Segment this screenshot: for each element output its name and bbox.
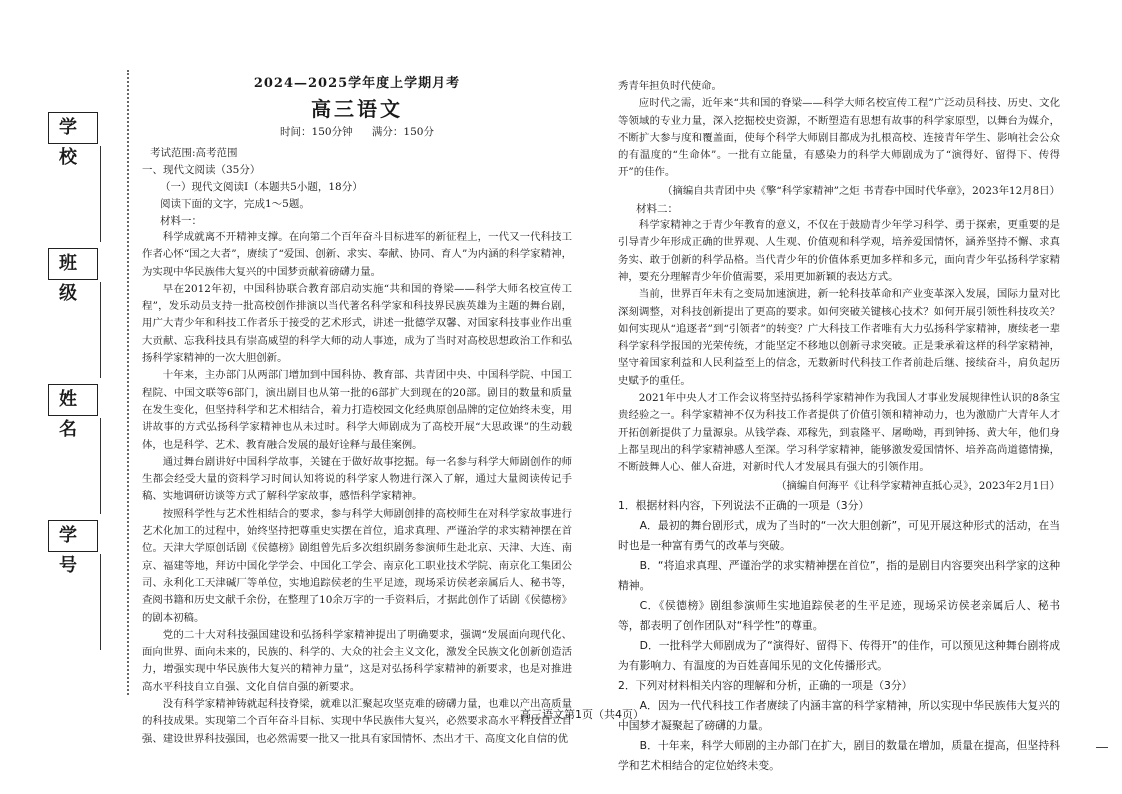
subject-title: 高三语文 <box>311 97 403 121</box>
question-1-option-d: D．一批科学大师剧成为了“演得好、留得下、传得开”的佳作，可以预见这种舞台剧将成为有影响力、有温度的为百姓喜闻乐见的文化传播形式。 <box>618 638 1060 672</box>
name-field-label: 姓 名 <box>48 384 98 416</box>
passage-paragraph: 应时代之需，近年来“共和国的脊梁——科学大师名校宣传工程”广泛动员科技、历史、文化等领域的专业力量，深入挖掘校史资源，不断塑造有思想有故事的科学家原型，以舞台为媒介，不断扩大参与度和覆盖面，使每个科学大师剧目都成为扎根高校、连接青年学生、影响社会公众的有温度的“生命体”。一批有立能量，有感染力的科学大师剧成为了“演得好、留得下、传得开”的佳作。 <box>618 97 1060 179</box>
exam-range: 考试范围:高考范围 <box>150 147 238 159</box>
question-1-option-b: B．“将追求真理、严谨治学的求实精神摆在首位”，指的是剧目内容要突出科学家的这种精神。 <box>618 558 1060 592</box>
margin-dash <box>1096 747 1108 748</box>
class-field-label: 班 级 <box>48 248 98 280</box>
question-1-stem: 1．根据材料内容，下列说法不正确的一项是（3分） <box>618 498 870 512</box>
passage-paragraph: 通过舞台剧讲好中国科学故事，关键在于做好故事挖掘。每一名参与科学大师剧创作的师生都会经受大量的资料学习时间认知将说的科学家人物进行深入了解，通过大量阅读传记手稿、实地调研访谈等方式了解科学家故事，感悟科学家精神。 <box>142 455 572 503</box>
passage-paragraph: 没有科学家精神铸就起科技脊梁，就难以汇聚起攻坚克难的磅礴力量，也难以产出高质量的科技成果。实现第二个百年奋斗目标、实现中华民族伟大复兴，必然要求高水平科技自立自强、建设世界科技强国，也必然需要一批又一批具有家国情怀、杰出才干、高度文化自信的优 <box>142 698 572 745</box>
exam-time: 时间：150分钟 <box>280 126 353 138</box>
passage-paragraph: 当前，世界百年未有之变局加速演进，新一轮科技革命和产业变革深入发展，国际力量对比深刻调整，对科技创新提出了更高的要求。如何突破关键核心技术？如何开展引领性科技攻关？如何实现从“追逐者”到“引领者”的转变？广大科技工作者唯有大力弘扬科学家精神，赓续老一辈科学家科学报国的光荣传统，才能坚定不移地以创新寻求突破。正是秉承着这样的科学家精神，坚守着国家利益和人民利益至上的信念，无数新时代科技工作者前赴后继、接续奋斗，肩负起历史赋予的重任。 <box>618 288 1060 387</box>
passage-paragraph: 科学成就离不开精神支撑。在向第二个百年奋斗目标进军的新征程上，一代又一代科技工作者心怀“国之大者”，赓续了“爱国、创新、求实、奉献、协同、育人”为内涵的科学家精神，为实现中华民族伟大复兴的中国梦贡献着磅礴力量。 <box>142 231 572 278</box>
school-fill-line <box>100 146 113 242</box>
material-one-source: （摘编自共青团中央《擎“科学家精神”之炬 书青春中国时代华章》，2023年12月8日） <box>662 184 1060 197</box>
passage-paragraph: 按照科学性与艺术性相结合的要求，参与科学大师剧创排的高校师生在对科学家故事进行艺术化加工的过程中，始终坚持把尊重史实摆在首位，追求真理、严谨治学的求实精神摆在首位。天津大学原创话剧《侯德榜》剧组曾先后多次组织剧务参演师生赴北京、天津、大连、南京、福建等地，拜访中国化学学会、中国化工学会、南京化工职业技术学院、南京化工集团公司、永利化工天津碱厂等单位，实地追踪侯老的生平足迹，现场采访侯老亲属后人、秘书等，查阅书籍和历史文献千余份，在整理了10余万字的一手资料后，才据此创作了话剧《侯德榜》的剧本初稿。 <box>142 507 572 624</box>
material-one-label: 材料一： <box>160 215 202 227</box>
question-2-option-b: B．十年来，科学大师剧的主办部门在扩大，剧目的数量在增加，质量在提高，但坚持科学和艺术相结合的定位始终未变。 <box>618 738 1060 772</box>
subsection-heading: （一）现代文阅读Ⅰ（本题共5小题，18分） <box>160 181 363 193</box>
left-column <box>142 72 572 748</box>
passage-paragraph: 十年来，主办部门从两部门增加到中国科协、教育部、共青团中央、中国科学院、中国工程院、中国文联等6部门，演出剧目也从第一批的6部扩大到现在的20部。剧目的数量和质量在发生变化，但坚持科学和艺术相结合，着力打造校园文化经典原创品牌的定位始终未变，用讲故事的方式弘扬科学家精神也从未过时。科学大师剧成为了高校开展“大思政课”的生动载体，也是科学、艺术、教育融合发展的最好诠释与最佳案例。 <box>142 369 572 451</box>
student-id-fill-line <box>100 554 113 650</box>
right-column <box>618 78 1060 776</box>
reading-instruction: 阅读下面的文字，完成1～5题。 <box>160 198 310 210</box>
passage-paragraph: 早在2012年初，中国科协联合教育部启动实施“共和国的脊梁——科学大师名校宣传工程”，发乐动员支持一批高校创作排演以当代著名科学家和科技界民族英雄为主题的舞台剧，用广大青少年和科技工作者乐于接受的艺术形式，讲述一批德学双馨、对国家科技事业作出重大贡献、忘我科技具有崇高威望的科学大师的动人事迹，成为了当时对高校思想政治工作和弘扬科学家精神的一次大胆创新。 <box>142 282 572 365</box>
class-fill-line <box>100 282 113 378</box>
section-heading: 一、现代文阅读（35分） <box>142 164 261 176</box>
seal-line <box>127 70 130 695</box>
exam-title: 2024—2025学年度上学期月考 <box>253 76 461 91</box>
name-fill-line <box>100 418 113 514</box>
exam-meta <box>142 124 572 139</box>
binding-strip <box>40 112 128 692</box>
passage-paragraph: 秀青年担负时代使命。 <box>618 80 722 92</box>
question-1-option-a: A．最初的舞台剧形式，成为了当时的“一次大胆创新”，可见开展这种形式的活动，在当时也是一种富有勇气的改革与突破。 <box>618 518 1060 552</box>
material-two-source: （摘编自何海平《让科学家精神直抵心灵》，2023年2月1日） <box>776 479 1060 492</box>
student-id-field-label: 学 号 <box>48 520 98 552</box>
question-2-stem: 2．下列对材料相关内容的理解和分析，正确的一项是（3分） <box>618 678 913 692</box>
page-footer: 高三语文第1页（共4页） <box>520 708 644 721</box>
question-1-option-c: C．《侯德榜》剧组参演师生实地追踪侯老的生平足迹，现场采访侯老亲属后人、秘书等，都表明了创作团队对“科学性”的尊重。 <box>618 598 1060 632</box>
passage-paragraph: 2021年中央人才工作会议将坚持弘扬科学家精神作为我国人才事业发展规律性认识的8条宝贵经验之一。科学家精神不仅为科技工作者提供了价值引领和精神动力，也为激励广大青年人才开拓创新提供了力量源泉。从钱学森、邓稼先，到袁隆平、屠呦呦，再到钟扬、黄大年，他们身上都呈现出的科学家精神感人至深。学习科学家精神，能够激发爱国情怀、培养高尚道德情操，不断鼓舞人心、催人奋进，对新时代人才发展具有强大的引领作用。 <box>618 392 1060 474</box>
material-two-label: 材料二： <box>636 203 678 216</box>
school-field-label: 学 校 <box>48 112 98 144</box>
passage-paragraph: 科学家精神之于青少年教育的意义，不仅在于鼓励青少年学习科学、勇于探索，更重要的是引导青少年形成正确的世界观、人生观、价值观和科学观，培养爱国情怀，涵养坚持不懈、求真务实、敢于创新的科学品格。当代青少年的价值体系更加多样和多元，面向青少年弘扬科学家精神，要充分理解青少年价值需要，采用更加新颖的表达方式。 <box>618 219 1060 283</box>
exam-score: 满分：150分 <box>371 126 434 138</box>
passage-paragraph: 党的二十大对科技强国建设和弘扬科学家精神提出了明确要求，强调“发展面向现代化、面向世界、面向未来的，民族的、科学的、大众的社会主义文化，激发全民族文化创新创造活力，增强实现中华民族伟大复兴的精神力量”，这是对弘扬科学家精神的新要求，也是对推进高水平科技自立自强、文化自信自强的新要求。 <box>142 628 572 693</box>
question-2-option-a: A．因为一代代科技工作者赓续了内涵丰富的科学家精神，所以实现中华民族伟大复兴的中国梦才凝聚起了磅礴的力量。 <box>618 698 1060 732</box>
